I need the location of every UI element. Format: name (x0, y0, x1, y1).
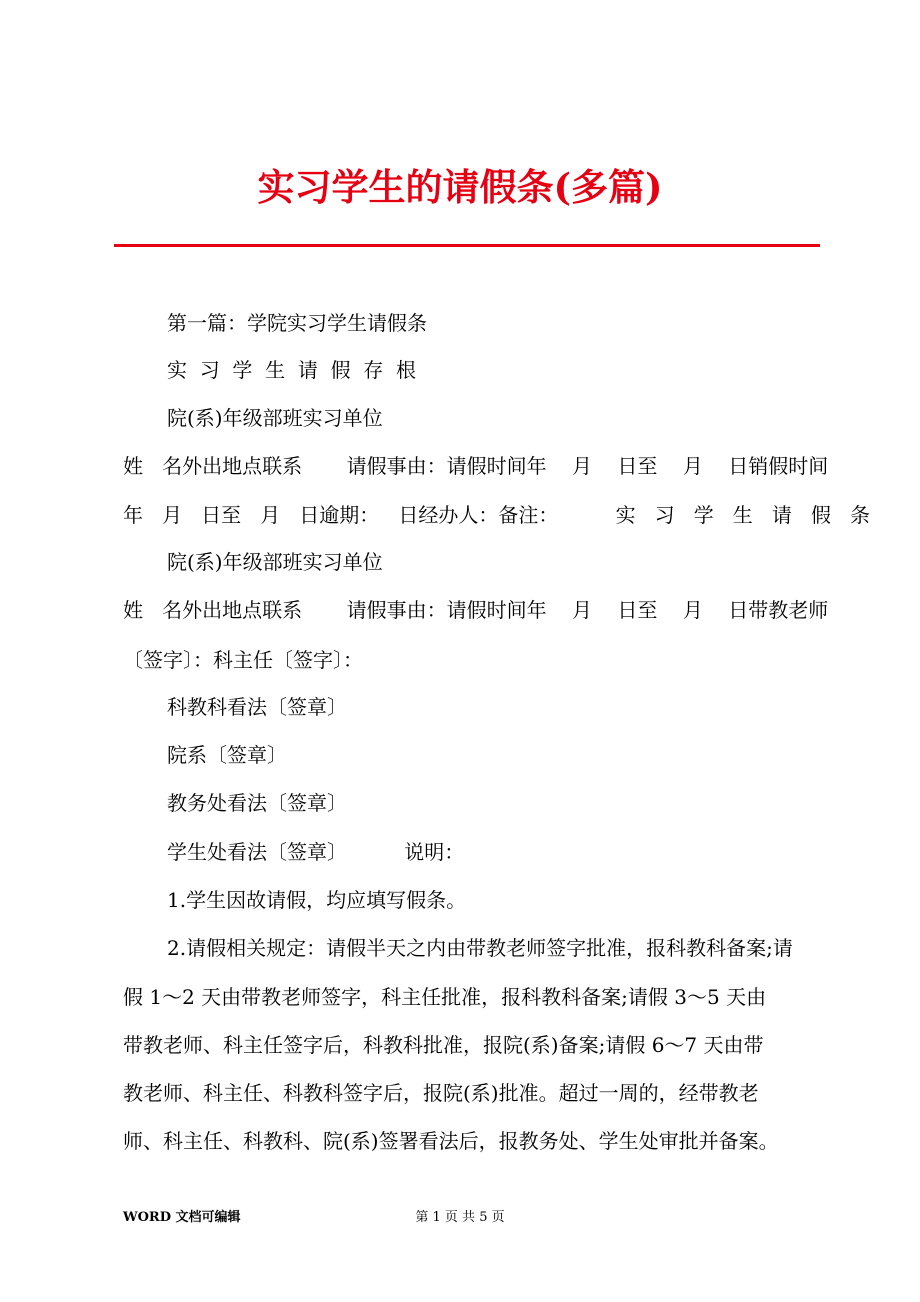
text-line: 学生处看法〔签章〕 说明： (167, 840, 465, 864)
text-line: 姓 名外出地点联系 请假事由：请假时间年 月 日至 月 日销假时间 (123, 454, 829, 478)
text-line: 2.请假相关规定：请假半天之内由带教老师签字批准，报科教科备案;请 (167, 936, 793, 960)
document-title: 实习学生的请假条(多篇) (257, 165, 663, 209)
text-line: 第一篇：学院实习学生请假条 (167, 311, 427, 335)
text-line: 院(系)年级部班实习单位 (167, 406, 383, 430)
text-line: 假 1～2 天由带教老师签字，科主任批准，报科教科备案;请假 3～5 天由 (123, 985, 767, 1009)
text-line: 1.学生因故请假，均应填写假条。 (167, 888, 467, 912)
text-line: 教务处看法〔签章〕 (167, 791, 347, 815)
text-line: 院(系)年级部班实习单位 (167, 550, 383, 574)
text-line: 〔签字〕：科主任〔签字〕： (123, 648, 363, 672)
footer-page-number: 第 1 页 共 5 页 (415, 1210, 505, 1225)
text-line: 实 习 学 生 请 假 存 根 (167, 358, 417, 382)
text-line: 院系〔签章〕 (167, 743, 287, 767)
text-line: 年 月 日至 月 日逾期： 日经办人：备注： 实 习 学 生 请 假 条 (123, 503, 871, 527)
text-line: 姓 名外出地点联系 请假事由：请假时间年 月 日至 月 日带教老师 (123, 598, 829, 622)
text-line: 教老师、科主任、科教科签字后，报院(系)批准。超过一周的，经带教老 (123, 1081, 759, 1105)
text-line: 师、科主任、科教科、院(系)签署看法后，报教务处、学生处审批并备案。 (123, 1129, 779, 1153)
text-line: 带教老师、科主任签字后，科教科批准，报院(系)备案;请假 6～7 天由带 (123, 1033, 764, 1057)
text-line: 科教科看法〔签章〕 (167, 695, 347, 719)
footer-editable-label: WORD 文档可编辑 (123, 1210, 241, 1225)
title-underline (114, 244, 820, 247)
